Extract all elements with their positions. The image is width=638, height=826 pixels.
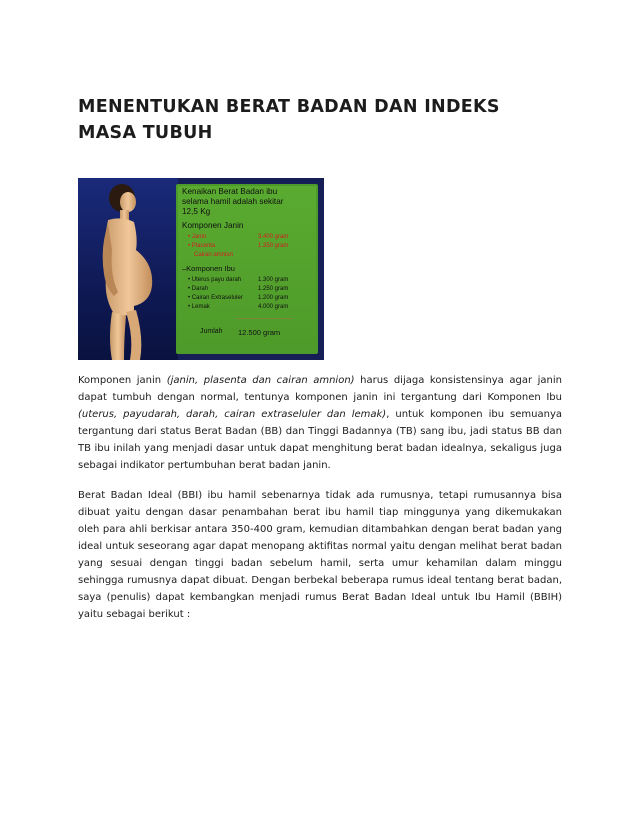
- janin-heading: Komponen Janin: [182, 221, 244, 230]
- ibu-item-value: 1.200 gram: [258, 295, 289, 301]
- ibu-item-label: • Uterus payu darah: [188, 277, 242, 283]
- pregnancy-weight-figure: [78, 178, 324, 360]
- janin-item-label: • Janin: [188, 234, 207, 240]
- pregnant-woman-illustration: [78, 178, 188, 360]
- ibu-item-value: 1.250 gram: [258, 286, 289, 292]
- ibu-item-value: 4.000 gram: [258, 304, 289, 310]
- text-segment: , untuk komponen ibu semuanya tergantung dari status Berat Badan (BB) dan Tinggi Badannya (TB) sang ibu, jadi status BB dan TB ibu inilah yang menjadi dasar untuk dapat menghitung berat badan idealnya, sekaligus juga sebagai indikator pertumbuhan berat badan janin.: [78, 409, 562, 471]
- ibu-item-label: • Lemak: [188, 304, 210, 310]
- page-title: MENENTUKAN BERAT BADAN DAN INDEKS MASA TUBUH: [78, 97, 500, 143]
- italic-segment: (janin, plasenta dan cairan amnion): [166, 375, 355, 386]
- total-label: Jumlah: [200, 328, 223, 335]
- ibu-item-label: • Cairan Extraseluler: [188, 295, 243, 301]
- italic-segment: (uterus, payudarah, darah, cairan extraseluler dan lemak): [78, 409, 387, 420]
- janin-item-label: • Placenta: [188, 243, 216, 249]
- paragraph-bbi: Berat Badan Ideal (BBI) ibu hamil sebenarnya tidak ada rumusnya, tetapi rumusannya bisa dibuat yaitu dengan dasar penambahan berat ibu hamil tiap minggunya yang dikemukakan oleh para ahli berkisar antara 350-400 gram, kemudian ditambahkan dengan berat badan yang ideal untuk seseorang agar dapat menopang aktifitas normal yaitu dengan melihat berat badan yang sesuai dengan tinggi badan sebelum hamil, serta umur kehamilan dalam minggu sehingga rumusnya dapat dibuat. Dengan berbekal beberapa rumus ideal tentang berat badan, saya (penulis) dapat kembangkan menjadi rumus Berat Badan Ideal untuk Ibu Hamil (BBIH) yaitu sebagai berikut :: [78, 490, 562, 620]
- figure-separator: -------------------------------: [236, 316, 293, 322]
- text-segment: Komponen janin: [78, 375, 167, 386]
- figure-heading-line1: Kenaikan Berat Badan ibu: [182, 187, 278, 196]
- text-segment: harus dijaga konsistensinya agar janin dapat tumbuh dengan normal, tentunya komponen janin ini tergantung dari Komponen Ibu: [78, 375, 562, 403]
- janin-item-value: 1.350 gram: [258, 243, 289, 249]
- ibu-item-label: • Darah: [188, 286, 209, 292]
- figure-heading-line3: 12,5 Kg: [182, 207, 211, 216]
- ibu-heading: –Komponen Ibu: [182, 264, 235, 273]
- janin-item-value: 3.400 gram: [258, 234, 289, 240]
- figure-heading-line2: selama hamil adalah sekitar: [182, 197, 284, 206]
- paragraph-komponen: [78, 372, 562, 474]
- ibu-item-value: 1.300 gram: [258, 277, 289, 283]
- total-value: 12.500 gram: [238, 328, 281, 337]
- janin-item-label: Cairan amnion: [194, 252, 234, 258]
